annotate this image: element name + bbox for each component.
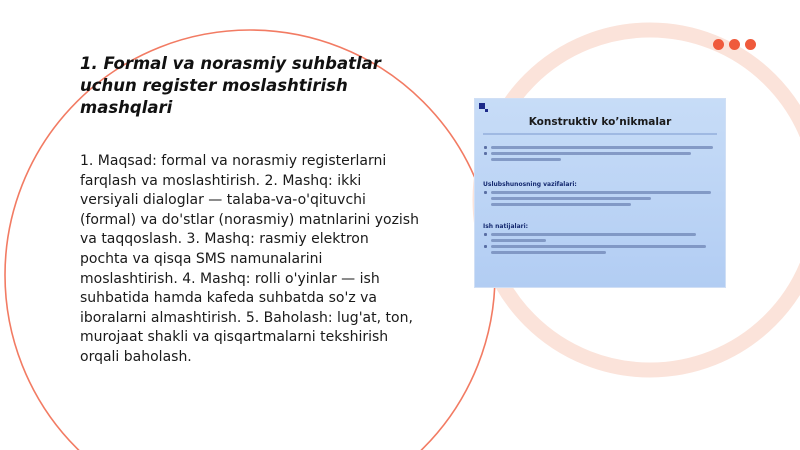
accent-dot-2 xyxy=(729,39,740,50)
blurred-text-line xyxy=(491,191,711,194)
blurred-text-line xyxy=(491,245,706,248)
blurred-text-line xyxy=(491,197,651,200)
slide-title: 1. Formal va norasmiy suhbatlar uchun register moslashtirish mashqlari xyxy=(80,54,381,117)
image-section-heading: Uslubshunosning vazifalari: xyxy=(483,181,577,188)
blurred-text-line xyxy=(491,233,696,236)
image-title-rule xyxy=(483,133,717,135)
blurred-text-line xyxy=(491,152,691,155)
image-section-results xyxy=(483,223,719,257)
blurred-text-line xyxy=(491,158,561,161)
blurred-text-line xyxy=(491,251,606,254)
image-section-heading: Ish natijalari: xyxy=(483,223,529,230)
corner-marker-small-icon xyxy=(485,109,488,112)
blurred-text-line xyxy=(491,239,546,242)
blurred-text-line xyxy=(491,146,713,149)
image-title: Konstruktiv ko’nikmalar xyxy=(528,116,672,128)
accent-dot-1 xyxy=(713,39,724,50)
blurred-text-line xyxy=(491,203,631,206)
accent-dot-3 xyxy=(745,39,756,50)
image-section-tasks xyxy=(483,181,719,209)
accent-dots-icon xyxy=(713,39,756,50)
embedded-slide-image xyxy=(475,99,725,287)
image-intro-lines xyxy=(483,143,719,164)
slide-body: 1. Maqsad: formal va norasmiy registerlarni farqlash va moslashtirish. 2. Mashq: ikki versiyali dialoglar — talaba-va-o'qituvchi (formal) va do'stlar (norasmiy) matnlarini yozish va taqqoslash. 3. Mashq: rasmiy elektron pochta va qisqa SMS namunalarini moslashtirish. 4. Mashq: rolli o'yinlar — ish suhbatida hamda kafeda suhbatda so'z va iboralarni almashtirish. 5. Baholash: lug'at, ton, murojaat shakli va qisqartmalarni tekshirish orqali baholash. xyxy=(80,153,419,365)
